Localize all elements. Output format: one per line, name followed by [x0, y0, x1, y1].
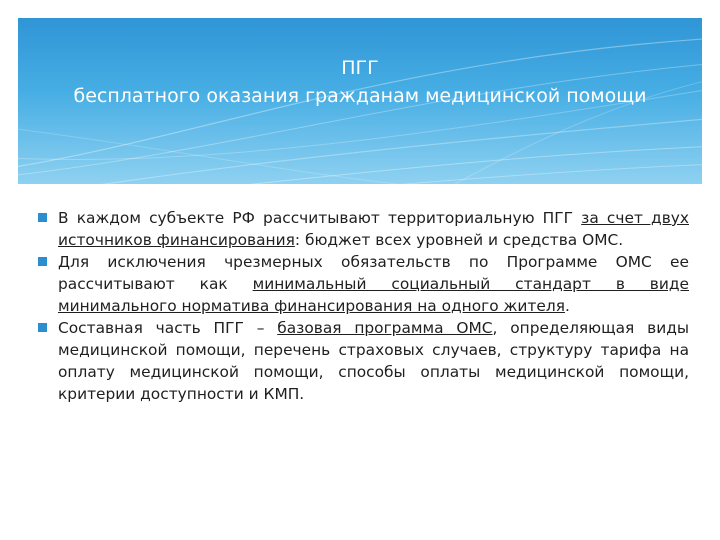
- bullet-text: , определяющая виды медицинской помощи, перечень страховых случаев, структуру тарифа на оплату медицинской помощи, способы оплаты медицинской помощи, критерии доступности и КМП.: [58, 319, 689, 403]
- underlined-text: за счет двух источников финансирования: [58, 209, 689, 249]
- title-line-1: ПГГ: [341, 57, 379, 79]
- bullet-item: [36, 207, 689, 251]
- square-bullet-icon: [38, 213, 47, 222]
- slide-title: [18, 54, 702, 110]
- bullet-list: [36, 207, 689, 405]
- bullet-text: .: [564, 297, 570, 315]
- square-bullet-icon: [38, 323, 47, 332]
- bullet-text: Для исключения чрезмерных обязательств по Программе ОМС ее рассчитывают как: [58, 253, 689, 293]
- underlined-text: минимальный социальный стандарт в виде минимального норматива финансирования на одного жителя: [58, 275, 689, 315]
- bullet-text: Составная часть ПГГ –: [58, 319, 278, 337]
- bullet-item: [36, 251, 689, 317]
- bullet-text: В каждом субъекте РФ рассчитывают территориальную ПГГ: [58, 209, 582, 227]
- title-banner: [18, 18, 702, 184]
- title-line-2: бесплатного оказания гражданам медицинской помощи: [73, 85, 647, 107]
- bullet-text: : бюджет всех уровней и средства ОМС.: [294, 231, 624, 249]
- underlined-text: базовая программа ОМС: [277, 319, 493, 337]
- square-bullet-icon: [38, 257, 47, 266]
- content-area: [36, 207, 689, 405]
- bullet-item: [36, 317, 689, 405]
